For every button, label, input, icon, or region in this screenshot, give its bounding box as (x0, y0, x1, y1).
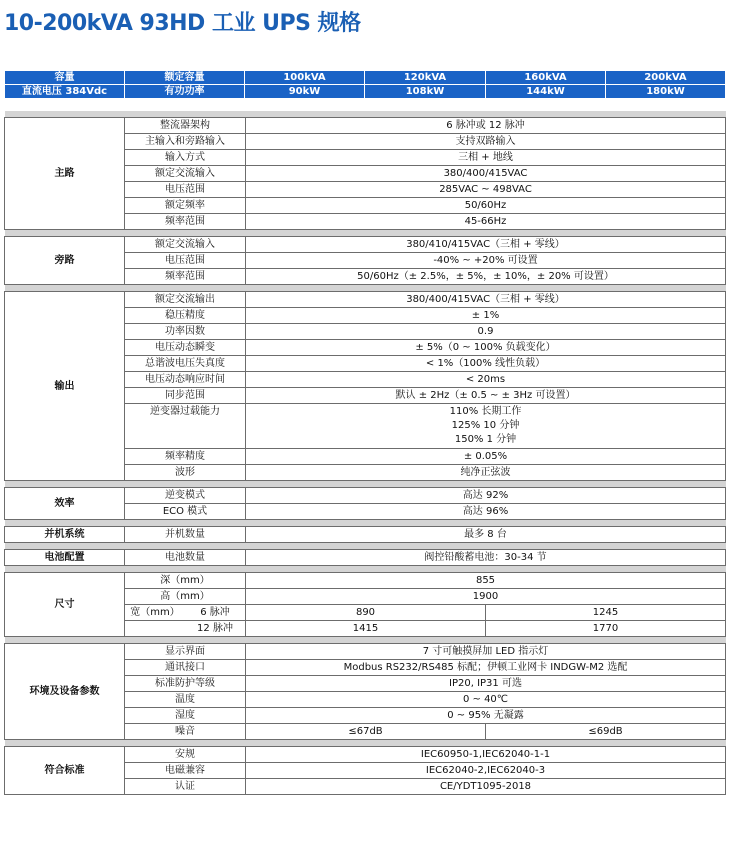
row-label: 频率精度 (125, 449, 246, 465)
row-label: 波形 (125, 465, 246, 481)
row-value: ≤69dB (486, 724, 726, 740)
spec-header-table (4, 70, 726, 99)
row-label: 显示界面 (125, 644, 246, 660)
row-label: 额定交流输入 (125, 166, 246, 182)
row-value: 285VAC ~ 498VAC (246, 182, 726, 198)
row-label-width: 宽（mm） (130, 607, 180, 618)
section-label-standards: 符合标准 (5, 747, 125, 795)
row-label: 电池数量 (125, 550, 246, 566)
row-label: 深（mm） (125, 573, 246, 589)
row-label: 额定交流输出 (125, 292, 246, 308)
header-dc-voltage-label: 直流电压 384Vdc (5, 85, 125, 99)
row-value: 7 寸可触摸屏加 LED 指示灯 (246, 644, 726, 660)
header-rated-capacity-label: 额定容量 (125, 71, 245, 85)
row-label: 频率范围 (125, 269, 246, 285)
row-value: 默认 ± 2Hz（± 0.5 ~ ± 3Hz 可设置） (246, 388, 726, 404)
overload-line: 150% 1 分钟 (454, 434, 517, 445)
spec-body-table (4, 111, 726, 795)
row-value: < 1%（100% 线性负载） (246, 356, 726, 372)
row-value: 高达 92% (246, 488, 726, 504)
row-label: 标准防护等级 (125, 676, 246, 692)
row-label: 认证 (125, 779, 246, 795)
row-label: 电压动态瞬变 (125, 340, 246, 356)
row-label: 高（mm） (125, 589, 246, 605)
header-capacity-120: 120kVA (365, 71, 486, 85)
row-label: 温度 (125, 692, 246, 708)
row-value: ± 1% (246, 308, 726, 324)
row-value: -40% ~ +20% 可设置 (246, 253, 726, 269)
row-label: 输入方式 (125, 150, 246, 166)
width-label-cell (125, 621, 246, 637)
row-value: ± 5%（0 ~ 100% 负载变化） (246, 340, 726, 356)
row-value: 50/60Hz（± 2.5%，± 5%，± 10%，± 20% 可设置） (246, 269, 726, 285)
header-capacity-label: 容量 (5, 71, 125, 85)
overload-line: 125% 10 分钟 (451, 420, 520, 431)
header-active-power-label: 有功功率 (125, 85, 245, 99)
row-value: 1770 (486, 621, 726, 637)
row-value: ± 0.05% (246, 449, 726, 465)
row-value: ≤67dB (246, 724, 486, 740)
row-label: 电压范围 (125, 182, 246, 198)
row-value: 45-66Hz (246, 214, 726, 230)
row-value-overload (246, 404, 726, 449)
row-label: 稳压精度 (125, 308, 246, 324)
row-label: 额定交流输入 (125, 237, 246, 253)
row-label: 安规 (125, 747, 246, 763)
row-label: 总谐波电压失真度 (125, 356, 246, 372)
section-label-environment: 环境及设备参数 (5, 644, 125, 740)
section-label-efficiency: 效率 (5, 488, 125, 520)
row-label: 通讯接口 (125, 660, 246, 676)
row-value: 380/410/415VAC（三相 + 零线） (246, 237, 726, 253)
row-value: 最多 8 台 (246, 527, 726, 543)
header-power-180: 180kW (606, 85, 726, 99)
row-value: 1415 (246, 621, 486, 637)
section-label-output: 输出 (5, 292, 125, 481)
row-value: CE/YDT1095-2018 (246, 779, 726, 795)
row-value: Modbus RS232/RS485 标配；伊顿工业网卡 INDGW-M2 选配 (246, 660, 726, 676)
header-capacity-100: 100kVA (245, 71, 365, 85)
row-value: 380/400/415VAC（三相 + 零线） (246, 292, 726, 308)
row-value: IP20, IP31 可选 (246, 676, 726, 692)
row-value: 1900 (246, 589, 726, 605)
row-label-12pulse: 12 脉冲 (197, 623, 233, 634)
row-value: 高达 96% (246, 504, 726, 520)
row-value: 阀控铅酸蓄电池：30-34 节 (246, 550, 726, 566)
row-label: 电压动态响应时间 (125, 372, 246, 388)
row-value: < 20ms (246, 372, 726, 388)
row-label: 逆变模式 (125, 488, 246, 504)
row-label: 频率范围 (125, 214, 246, 230)
overload-line: 110% 长期工作 (449, 406, 522, 417)
header-capacity-200: 200kVA (606, 71, 726, 85)
row-value: IEC60950-1,IEC62040-1-1 (246, 747, 726, 763)
page-title: 10-200kVA 93HD 工业 UPS 规格 (4, 11, 361, 36)
section-label-size: 尺寸 (5, 573, 125, 637)
row-value: 0.9 (246, 324, 726, 340)
row-value: 0 ~ 95% 无凝露 (246, 708, 726, 724)
row-label-overload: 逆变器过载能力 (125, 404, 246, 449)
row-value: 1245 (486, 605, 726, 621)
header-capacity-160: 160kVA (486, 71, 606, 85)
section-label-bypass: 旁路 (5, 237, 125, 285)
row-value: 380/400/415VAC (246, 166, 726, 182)
row-label: ECO 模式 (125, 504, 246, 520)
width-label-cell (125, 605, 246, 621)
row-label: 主输入和旁路输入 (125, 134, 246, 150)
row-label: 湿度 (125, 708, 246, 724)
header-power-90: 90kW (245, 85, 365, 99)
row-label: 额定频率 (125, 198, 246, 214)
section-label-battery: 电池配置 (5, 550, 125, 566)
row-value: 0 ~ 40℃ (246, 692, 726, 708)
section-label-main: 主路 (5, 118, 125, 230)
row-value: 50/60Hz (246, 198, 726, 214)
row-value: 890 (246, 605, 486, 621)
row-value: 6 脉冲或 12 脉冲 (246, 118, 726, 134)
row-label: 噪音 (125, 724, 246, 740)
section-label-parallel: 并机系统 (5, 527, 125, 543)
row-value: 支持双路输入 (246, 134, 726, 150)
row-value: 三相 + 地线 (246, 150, 726, 166)
row-value: IEC62040-2,IEC62040-3 (246, 763, 726, 779)
row-value: 纯净正弦波 (246, 465, 726, 481)
row-label: 电压范围 (125, 253, 246, 269)
row-label-6pulse: 6 脉冲 (200, 607, 230, 618)
row-label: 同步范围 (125, 388, 246, 404)
row-label: 功率因数 (125, 324, 246, 340)
row-label: 并机数量 (125, 527, 246, 543)
header-power-108: 108kW (365, 85, 486, 99)
row-label: 电磁兼容 (125, 763, 246, 779)
row-value: 855 (246, 573, 726, 589)
header-power-144: 144kW (486, 85, 606, 99)
row-label: 整流器架构 (125, 118, 246, 134)
